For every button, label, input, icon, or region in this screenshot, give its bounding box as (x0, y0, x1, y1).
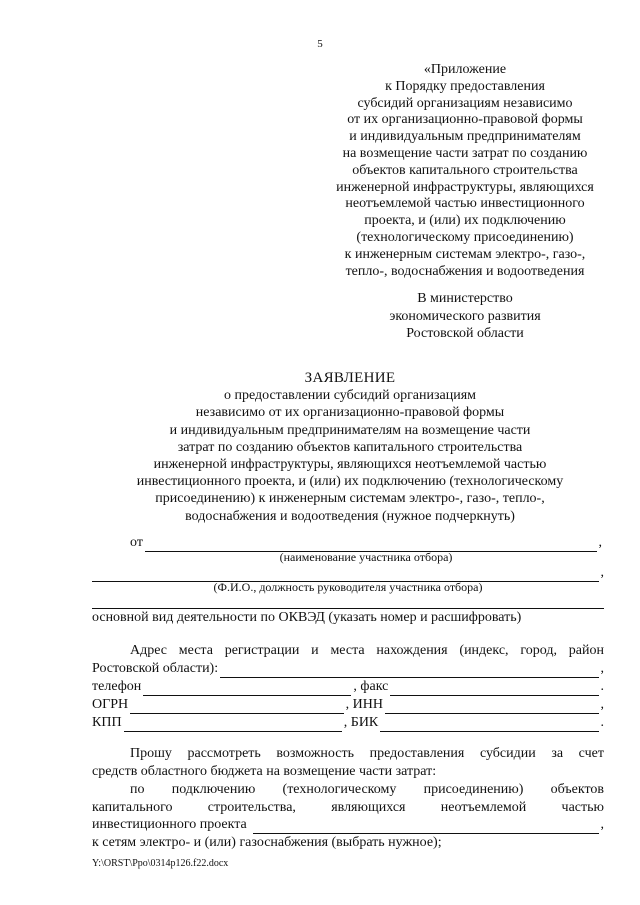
footer-file-path: Y:\ORST\Ppo\0314p126.f22.docx (92, 858, 229, 869)
fax-label: , факс (353, 679, 389, 694)
inn-field[interactable] (385, 699, 599, 714)
appendix-line: инженерной инфраструктуры, являющихся (336, 179, 594, 195)
address-word: регистрации (224, 643, 300, 658)
address-word: Адрес (130, 643, 168, 658)
phone-fax-row: телефон , факс . (92, 679, 605, 694)
address-word: район (568, 643, 604, 658)
request-word: предоставления (369, 746, 465, 761)
appendix-line: на возмещение части затрат по созданию (342, 145, 588, 161)
fax-field[interactable] (390, 681, 598, 696)
request-line-1 (130, 745, 604, 763)
statement-line: и индивидуальным предпринимателям на возмещение части (169, 422, 531, 438)
request-line-3 (130, 781, 604, 799)
inn-label: , ИНН (345, 697, 383, 712)
address-label: Ростовской области): (92, 661, 219, 676)
addressee-line: В министерство (417, 291, 513, 306)
ogrn-inn-row: ОГРН , ИНН , (92, 697, 605, 712)
request-word: объектов (550, 782, 604, 797)
appendix-line: к Порядку предоставления (385, 78, 545, 94)
kpp-label: КПП (92, 715, 122, 730)
addressee-line: экономического развития (389, 308, 541, 324)
head-caption: (Ф.И.О., должность руководителя участника отбора) (213, 580, 483, 594)
appendix-line: от их организационно-правовой формы (347, 112, 583, 128)
ogrn-field[interactable] (130, 699, 344, 714)
phone-field[interactable] (143, 681, 351, 696)
request-word: (технологическому (282, 782, 397, 797)
request-word: являющихся (331, 800, 406, 815)
request-word: подключению (171, 782, 256, 797)
request-line-6: к сетям электро- и (или) газоснабжения (выбрать нужное); (92, 835, 442, 850)
request-word: по (130, 782, 145, 797)
appendix-line: неотъемлемой частью инвестиционного (345, 196, 585, 212)
kpp-bik-row: КПП , БИК . (92, 715, 604, 730)
request-word: счет (578, 746, 604, 761)
address-word: нахождения (376, 643, 448, 658)
ogrn-label: ОГРН (92, 697, 129, 712)
address-word: места (178, 643, 213, 658)
okved-field[interactable] (92, 594, 604, 609)
address-field[interactable] (220, 663, 598, 678)
appendix-block (300, 62, 630, 280)
from-row: от , (130, 535, 602, 550)
appendix-line: тепло-, водоснабжения и водоотведения (345, 263, 585, 279)
statement-heading: ЗАЯВЛЕНИЕ (304, 370, 396, 386)
request-word: рассмотреть (187, 746, 261, 761)
request-line-4 (92, 799, 604, 817)
addressee-line: Ростовской области (406, 326, 524, 341)
request-line-5: инвестиционного проекта , (92, 817, 604, 832)
request-word: возможность (276, 746, 354, 761)
kpp-field[interactable] (124, 717, 342, 732)
appendix-line: к инженерным системам электро-, газо-, (344, 246, 586, 262)
appendix-line: проекта, и (или) их подключению (364, 213, 566, 229)
statement-line: независимо от их организационно-правовой формы (195, 405, 505, 421)
bik-field[interactable] (380, 717, 598, 732)
investment-project-field[interactable] (253, 819, 599, 834)
statement-line: о предоставлении субсидий организациям (223, 388, 477, 404)
statement-line: затрат по созданию объектов капитального строительства (177, 439, 523, 455)
statement-subtitle (90, 387, 610, 525)
request-word: капитального (92, 800, 173, 815)
request-word: строительства, (207, 800, 296, 815)
page-number: 5 (317, 38, 323, 50)
appendix-line: «Приложение (423, 62, 507, 77)
phone-label: телефон (92, 679, 142, 694)
request-line-2: средств областного бюджета на возмещение части затрат: (92, 764, 437, 779)
request-word: неотъемлемой (440, 800, 527, 815)
request-word: присоединению) (423, 782, 524, 797)
bik-label: , БИК (343, 715, 379, 730)
head-row: , (92, 564, 604, 582)
addressee-block (330, 290, 600, 343)
okved-label: основной вид деятельности по ОКВЭД (указать номер и расшифровать) (92, 610, 522, 625)
appendix-line: (технологическому присоединению) (356, 229, 574, 245)
appendix-line: и индивидуальным предпринимателям (349, 129, 581, 145)
participant-caption: (наименование участника отбора) (279, 550, 453, 564)
address-word: (индекс, (459, 643, 509, 658)
address-word: город, (520, 643, 557, 658)
request-word: за (551, 746, 564, 761)
from-label: от (130, 535, 143, 550)
address-row: Ростовской области): , (92, 661, 604, 676)
statement-line: инвестиционного проекта, и (или) их подключению (технологическому (136, 474, 564, 490)
request-word: субсидии (479, 746, 536, 761)
appendix-line: объектов капитального строительства (352, 162, 578, 178)
appendix-line: субсидий организациям независимо (357, 95, 573, 111)
address-word: места (330, 643, 365, 658)
statement-line: инженерной инфраструктуры, являющихся неотъемлемой частью (153, 457, 547, 473)
address-word: и (311, 643, 319, 658)
address-line-1 (130, 642, 604, 660)
request-word: частью (561, 800, 604, 815)
request-word: Прошу (130, 746, 172, 761)
investment-project-label: инвестиционного проекта (92, 817, 247, 832)
statement-line: водоснабжения и водоотведения (нужное подчеркнуть) (185, 508, 515, 524)
statement-line: присоединению) к инженерным системам электро-, газо-, тепло-, (155, 491, 545, 507)
statement-title-block (90, 370, 610, 525)
